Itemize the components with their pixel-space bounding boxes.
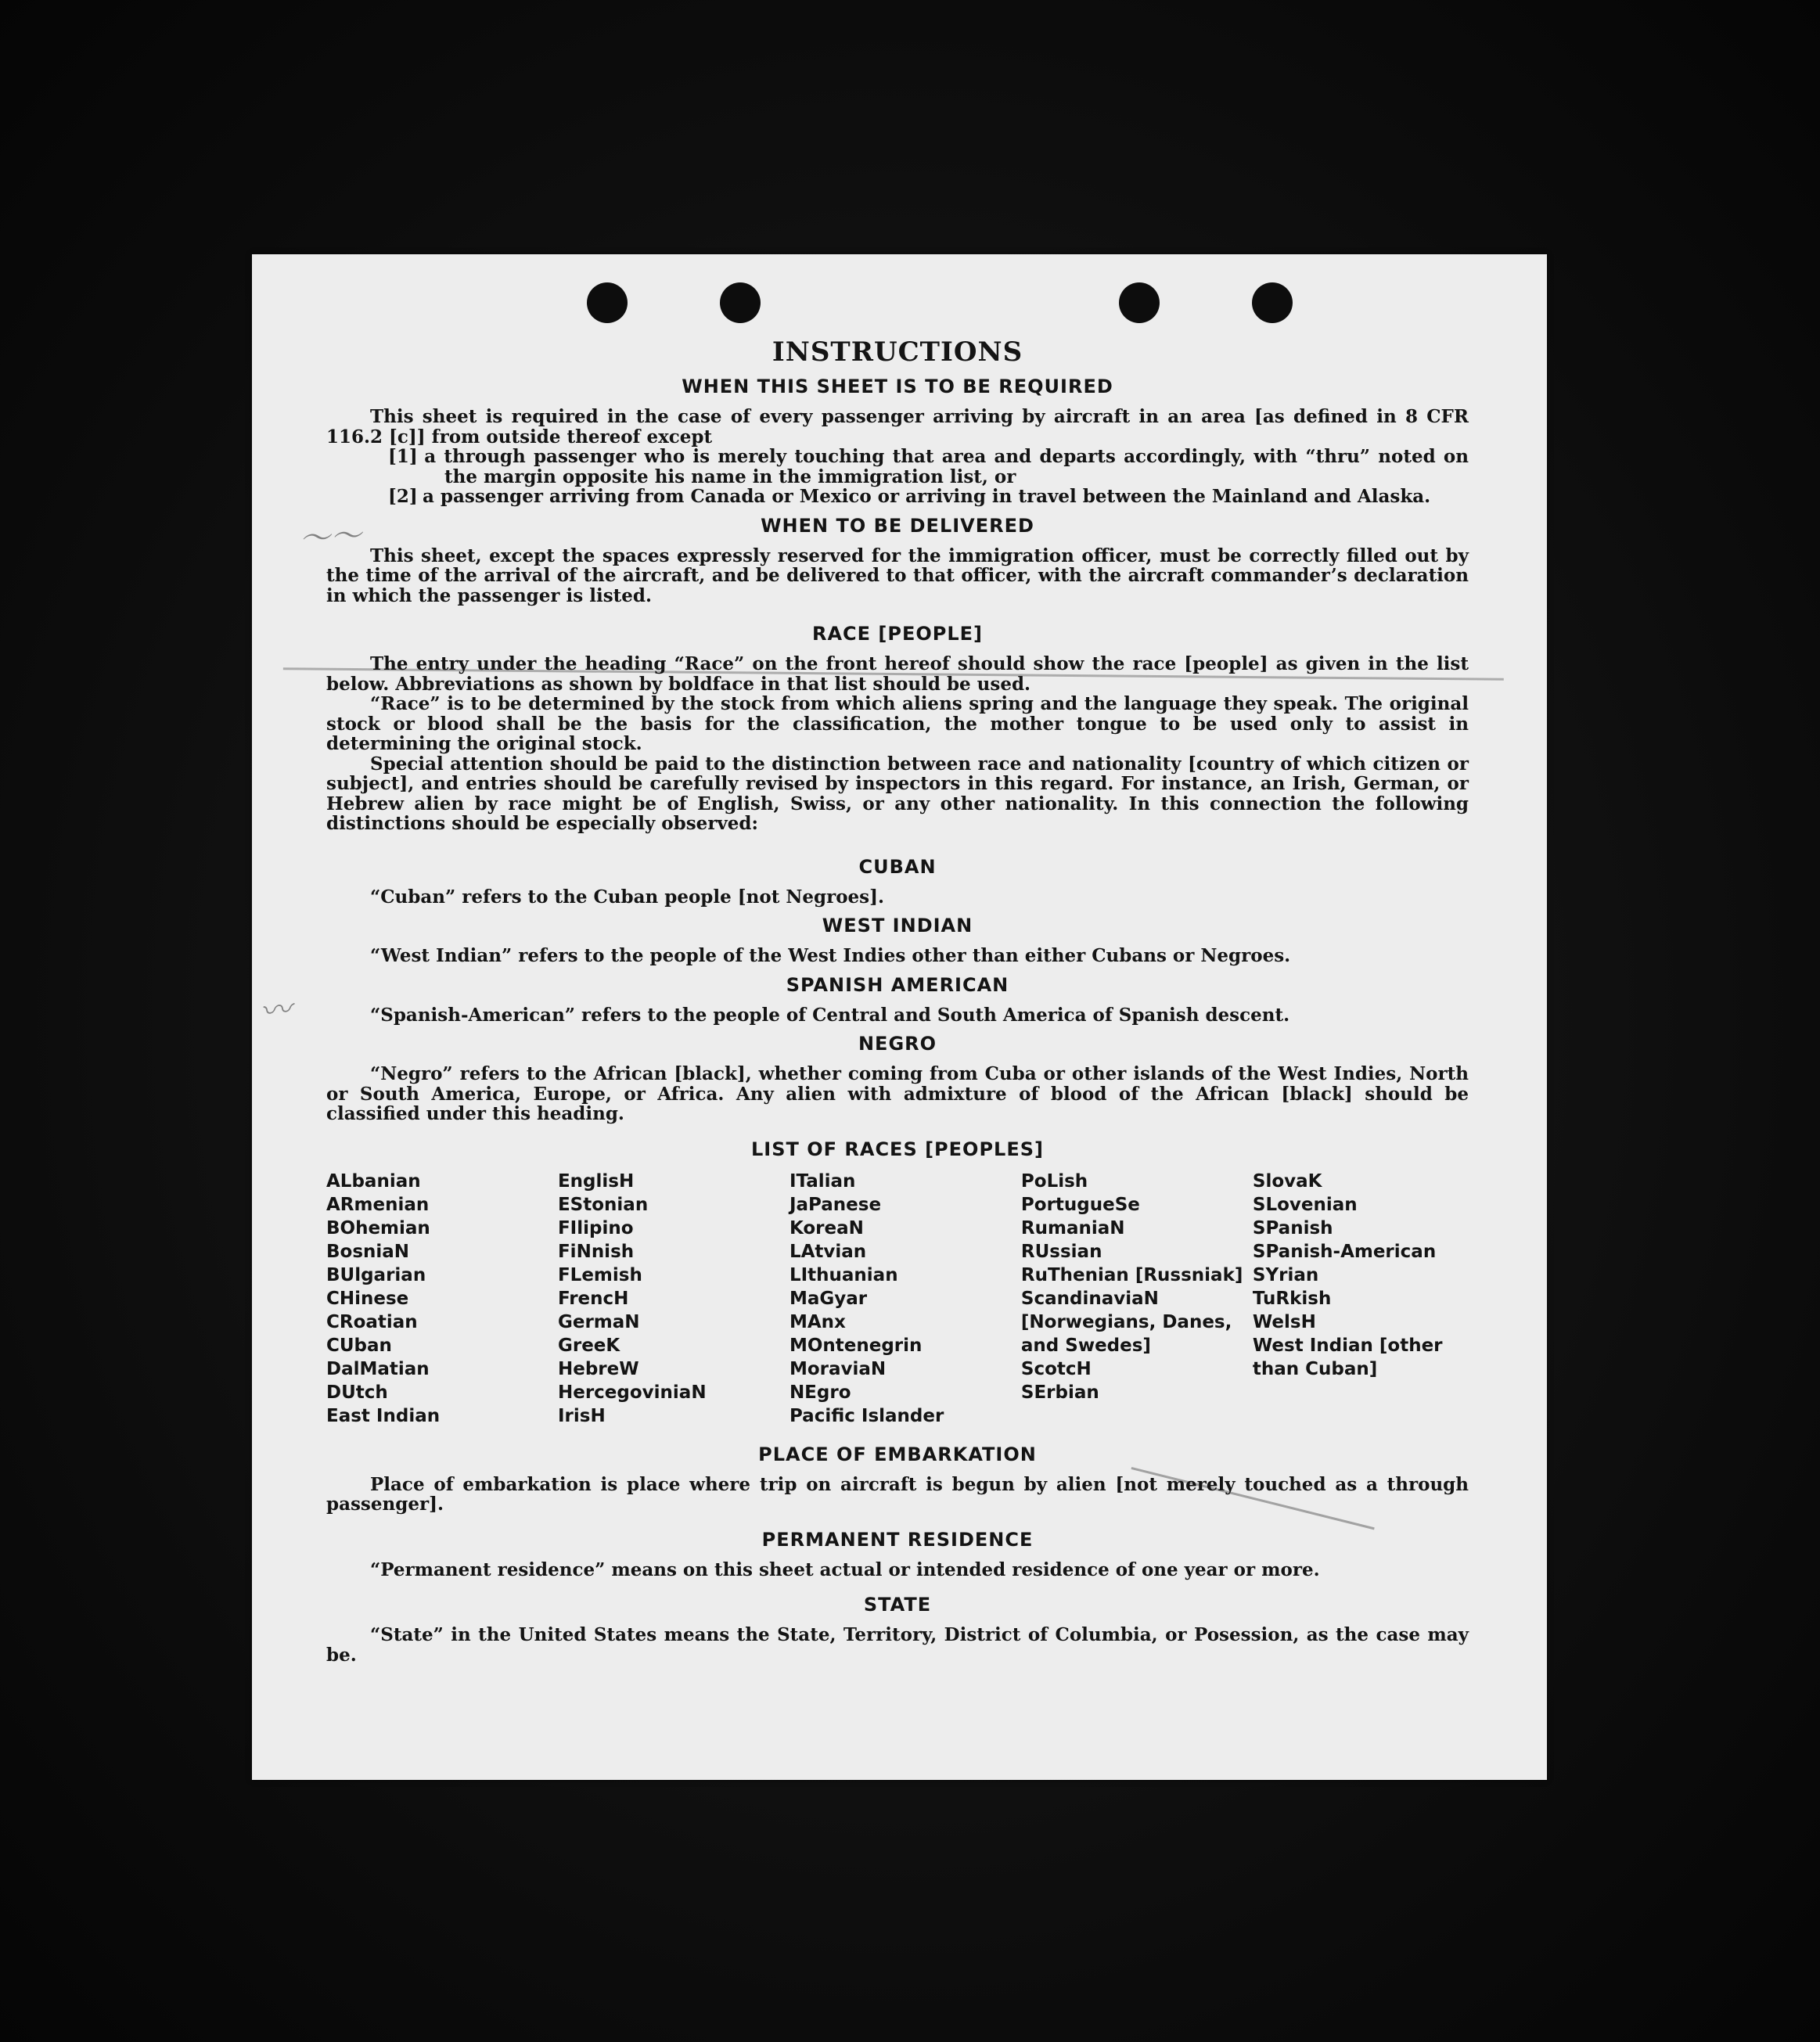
heading-spanish-american: SPANISH AMERICAN <box>786 973 1009 996</box>
race-entry: FLemish <box>557 1264 642 1285</box>
race-entry: FrencH <box>557 1288 629 1309</box>
race-entry: MOntenegrin <box>789 1335 923 1356</box>
page-title: INSTRUCTIONS <box>772 336 1023 368</box>
race-entry: EStonian <box>557 1194 649 1215</box>
race-entry: BUlgarian <box>326 1264 426 1285</box>
race-paragraph-3: Special attention should be paid to the distinction between race and nationality [country of which citizen or subject], and entries should be carefully revised by inspectors in this regard. For instance, an Irish, German, or Hebrew alien by race might be of English, Swiss, or any other nationality. In this connection the following distinctions should be especially observed: <box>326 753 1469 834</box>
race-entry: TuRkish <box>1252 1288 1332 1309</box>
race-entry: Pacific Islander <box>789 1405 944 1426</box>
race-entry: HebreW <box>557 1358 639 1379</box>
handwriting-mark: ～～ <box>297 517 363 558</box>
race-entry: JaPanese <box>789 1194 882 1215</box>
race-entry: ScotcH <box>1020 1358 1092 1379</box>
required-item-2 <box>388 486 1469 507</box>
race-entry: PoLish <box>1020 1170 1088 1192</box>
punch-hole <box>1119 282 1160 323</box>
west-indian-text: “West Indian” refers to the people of the West Indies other than either Cubans or Negroes. <box>370 945 1291 966</box>
race-entry: RUssian <box>1020 1241 1102 1262</box>
item-text: a through passenger who is merely touching that area and departs accordingly, with “thru” noted on the margin opposite his name in the immigration list, or <box>424 446 1469 487</box>
document-sheet <box>252 254 1547 1780</box>
heading-embarkation: PLACE OF EMBARKATION <box>758 1443 1037 1465</box>
race-entry: PortugueSe <box>1020 1194 1140 1215</box>
race-paragraph-2: “Race” is to be determined by the stock from which aliens spring and the language they speak. The original stock or blood shall be the basis for the classification, the mother tongue to be used only to assist in determining the original stock. <box>326 693 1469 754</box>
required-intro: This sheet is required in the case of every passenger arriving by aircraft in an area [as defined in 8 CFR 116.2 [c]] from outside thereof except <box>326 406 1469 448</box>
race-entry: SlovaK <box>1252 1170 1322 1192</box>
race-entry: LIthuanian <box>789 1264 898 1285</box>
race-entry: ARmenian <box>326 1194 430 1215</box>
race-entry: FiNnish <box>557 1241 635 1262</box>
races-column <box>1021 1170 1253 1428</box>
race-entry: FIlipino <box>557 1217 634 1239</box>
race-entry: SPanish <box>1252 1217 1333 1239</box>
races-list <box>326 1170 1469 1428</box>
race-entry: WelsH <box>1252 1311 1316 1332</box>
race-entry: ALbanian <box>326 1170 421 1192</box>
heading-residence: PERMANENT RESIDENCE <box>761 1528 1034 1551</box>
negro-text: “Negro” refers to the African [black], whether coming from Cuba or other islands of the West Indies, North or South America, Europe, or Africa. Any alien with admixture of blood of the African [black] should be classified under this heading. <box>326 1063 1469 1124</box>
race-entry: DUtch <box>326 1382 388 1403</box>
race-entry: GreeK <box>557 1335 620 1356</box>
heading-races-list: LIST OF RACES [PEOPLES] <box>751 1138 1044 1160</box>
punch-hole <box>1252 282 1293 323</box>
race-entry: SLovenian <box>1252 1194 1358 1215</box>
race-entry: RuThenian [Russniak] <box>1020 1264 1243 1285</box>
item-label: [2] <box>388 486 418 507</box>
race-entry: ITalian <box>789 1170 856 1192</box>
race-entry: RumaniaN <box>1020 1217 1125 1239</box>
heading-required: WHEN THIS SHEET IS TO BE REQUIRED <box>682 376 1113 397</box>
race-entry: East Indian <box>326 1405 441 1426</box>
races-column <box>1253 1170 1469 1428</box>
race-entry: MAnx <box>789 1311 846 1332</box>
state-text: “State” in the United States means the State, Territory, District of Columbia, or Posession, as the case may be. <box>326 1624 1469 1666</box>
race-entry: KoreaN <box>789 1217 864 1239</box>
race-entry: ScandinaviaN [Norwegians, Danes, and Swedes] <box>1020 1288 1232 1356</box>
race-entry: MaGyar <box>789 1288 868 1309</box>
race-entry: MoraviaN <box>789 1358 887 1379</box>
cuban-text: “Cuban” refers to the Cuban people [not Negroes]. <box>370 886 885 908</box>
race-entry: West Indian [other than Cuban] <box>1252 1335 1443 1379</box>
races-column <box>326 1170 558 1428</box>
punch-hole <box>587 282 628 323</box>
heading-state: STATE <box>863 1594 932 1616</box>
race-entry: GermaN <box>557 1311 640 1332</box>
race-entry: EnglisH <box>557 1170 635 1192</box>
handwriting-mark: 〰 <box>258 991 293 1030</box>
race-entry: SErbian <box>1020 1382 1099 1403</box>
race-entry: BOhemian <box>326 1217 430 1239</box>
spanish-american-text: “Spanish-American” refers to the people of Central and South America of Spanish descent. <box>370 1004 1290 1026</box>
races-column <box>790 1170 1021 1428</box>
race-entry: CUban <box>326 1335 392 1356</box>
race-entry: CHinese <box>326 1288 409 1309</box>
race-entry: DalMatian <box>326 1358 430 1379</box>
race-paragraph-1: The entry under the heading “Race” on the front hereof should show the race [people] as given in the list below. Abbreviations as shown by boldface in that list should be used. <box>326 653 1469 695</box>
punch-hole <box>720 282 761 323</box>
races-column <box>558 1170 790 1428</box>
embarkation-text: Place of embarkation is place where trip on aircraft is begun by alien [not merely touched as a through passenger]. <box>326 1473 1469 1515</box>
heading-delivered: WHEN TO BE DELIVERED <box>761 514 1034 537</box>
race-entry: CRoatian <box>326 1311 418 1332</box>
race-entry: SPanish-American <box>1252 1241 1437 1262</box>
heading-negro: NEGRO <box>858 1033 937 1055</box>
race-entry: LAtvian <box>789 1241 867 1262</box>
item-text: a passenger arriving from Canada or Mexico or arriving in travel between the Mainland and Alaska. <box>423 486 1431 507</box>
instructions-content <box>326 336 1469 1665</box>
race-entry: SYrian <box>1252 1264 1319 1285</box>
race-entry: NEgro <box>789 1382 851 1403</box>
heading-race: RACE [PEOPLE] <box>811 623 984 645</box>
race-entry: IrisH <box>557 1405 606 1426</box>
delivered-text: This sheet, except the spaces expressly reserved for the immigration officer, must be correctly filled out by the time of the arrival of the aircraft, and be delivered to that officer, with the aircraft commander’s declaration in which the passenger is listed. <box>326 545 1469 606</box>
heading-west-indian: WEST INDIAN <box>822 915 973 937</box>
residence-text: “Permanent residence” means on this sheet actual or intended residence of one year or more. <box>370 1558 1320 1580</box>
heading-cuban: CUBAN <box>858 855 937 878</box>
item-label: [1] <box>388 446 418 467</box>
race-entry: BosniaN <box>326 1241 410 1262</box>
race-entry: HercegoviniaN <box>557 1382 707 1403</box>
required-item-1 <box>388 446 1469 487</box>
